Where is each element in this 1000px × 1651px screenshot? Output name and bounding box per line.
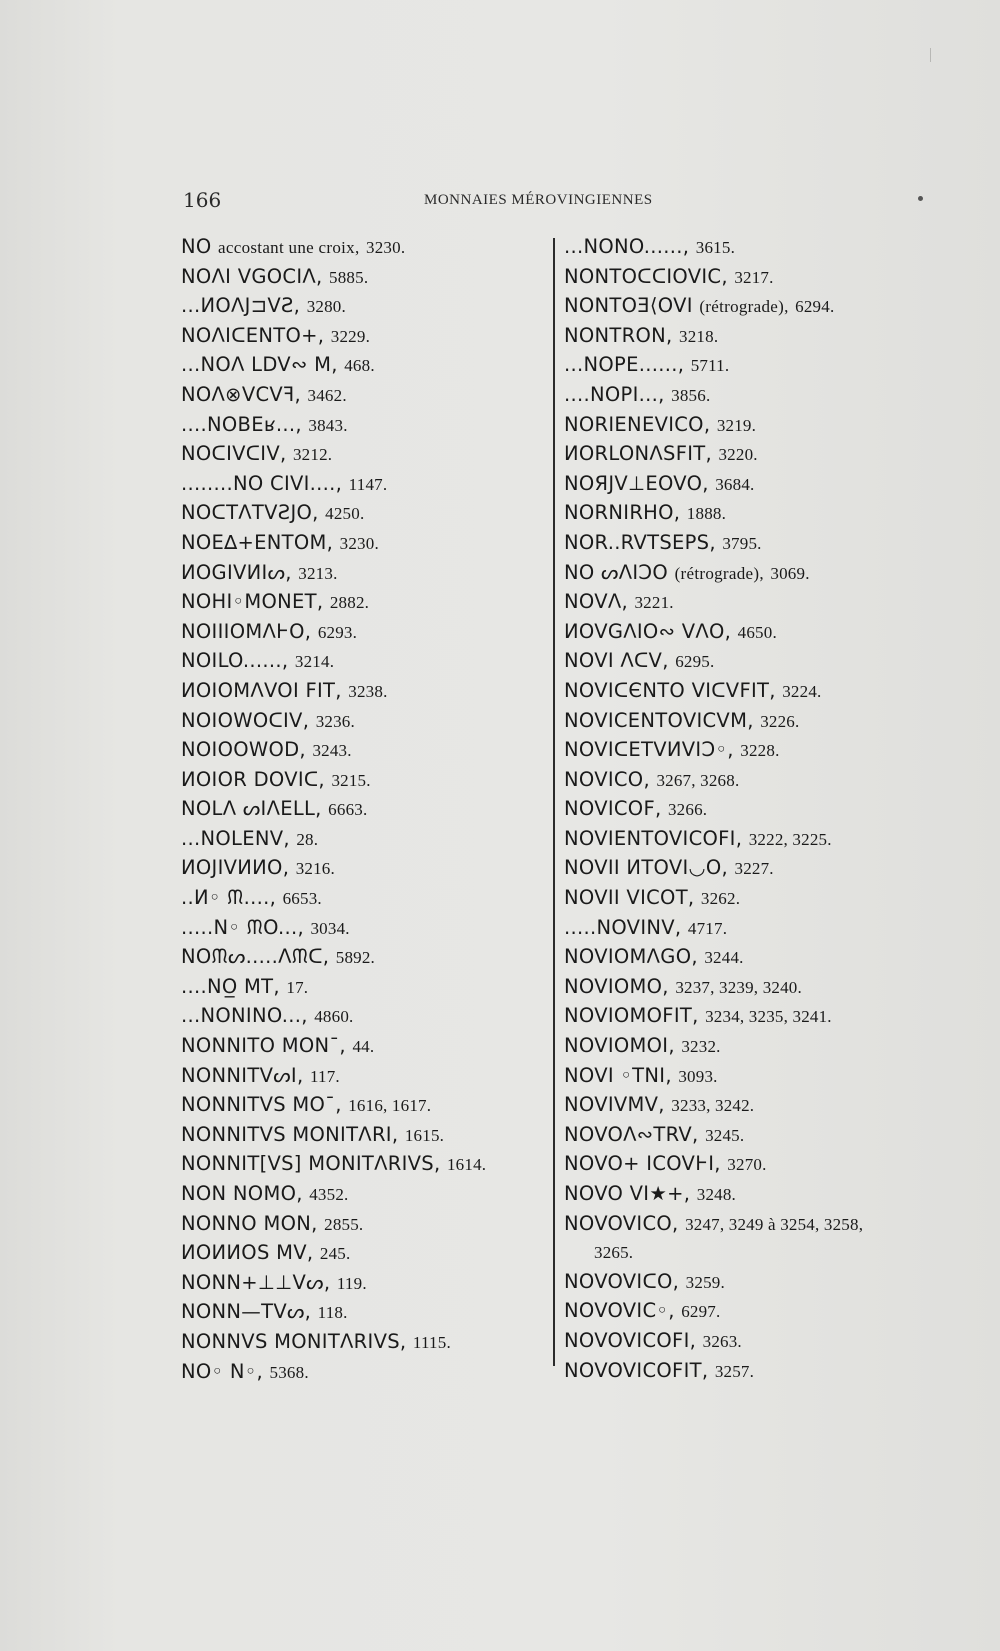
- entry-legend: NOLΛ ᔕIΛELL,: [181, 797, 322, 821]
- entry-reference: 3856.: [671, 385, 711, 405]
- index-entry: [564, 292, 954, 322]
- entry-legend: NOVO+ ICOVⱵI,: [564, 1152, 721, 1176]
- entry-legend: NONN+⊥⊥Vᔕ,: [181, 1270, 331, 1294]
- index-entry: [181, 825, 551, 855]
- index-entry: [181, 440, 551, 470]
- index-entry: [564, 707, 954, 737]
- entry-reference: 3093.: [678, 1066, 718, 1086]
- index-entry: [181, 707, 551, 737]
- index-entry: [564, 1121, 954, 1151]
- entry-legend: ........NO CIVI....,: [181, 471, 343, 495]
- entry-reference: 3236.: [315, 711, 355, 731]
- entry-reference: 3259.: [685, 1272, 725, 1292]
- entry-reference: 1616, 1617.: [348, 1096, 432, 1116]
- entry-legend: NOVOΛ∾TRV,: [564, 1122, 699, 1146]
- index-entry: [181, 1032, 551, 1062]
- index-entry: [564, 647, 954, 677]
- entry-legend: NONNIT[VS] MONITΛRIVS,: [181, 1152, 441, 1176]
- entry-reference: 3213.: [298, 563, 338, 583]
- index-entry: [181, 1239, 551, 1269]
- entry-legend: NO◦ N◦,: [181, 1359, 264, 1383]
- entry-reference: 4352.: [309, 1185, 349, 1204]
- index-entry: [564, 1357, 954, 1387]
- entry-legend: NOᑕIVᑕIV,: [181, 442, 287, 466]
- index-entry: [564, 411, 954, 441]
- entry-reference: 6295.: [675, 652, 715, 672]
- index-entry: [564, 263, 954, 293]
- entry-legend: ....NOBEʁ...,: [181, 412, 302, 436]
- entry-legend: NOVIOMΛGO,: [564, 945, 698, 969]
- index-entry: [181, 1091, 551, 1121]
- entry-reference: 3230.: [366, 238, 406, 257]
- entry-reference: 3224.: [782, 681, 822, 701]
- index-entry: [181, 943, 551, 973]
- entry-reference: 3262.: [700, 889, 741, 909]
- entry-reference: 3267, 3268.: [656, 770, 740, 790]
- entry-legend: NONTOƎ⟨OVI: [564, 294, 693, 318]
- entry-legend: NOᙏᔕ.....Λᙏᑕ,: [181, 945, 330, 969]
- page-header: [0, 188, 1000, 218]
- index-entry: [564, 1327, 954, 1357]
- entry-legend: NONNITVS MONITΛRI,: [181, 1122, 399, 1146]
- index-entry: [181, 351, 551, 381]
- index-entry: [181, 292, 551, 322]
- entry-reference: 28.: [296, 829, 319, 849]
- entry-reference: 3247, 3249 à 3254, 3258,: [685, 1214, 864, 1234]
- index-entry: [564, 1268, 954, 1298]
- column-divider: [553, 238, 555, 1366]
- entry-reference: 3684.: [715, 474, 755, 494]
- entry-reference: 3226.: [760, 711, 800, 731]
- entry-legend: ....NO̲ MT,: [181, 974, 280, 998]
- index-entry: [181, 854, 551, 884]
- header-dot: [918, 196, 923, 201]
- entry-reference: 3215.: [331, 770, 371, 790]
- entry-legend: ИOИИOS MV,: [181, 1241, 314, 1265]
- entry-legend: ...ИOΛJ⊐VƧ,: [181, 294, 301, 318]
- index-entry: [181, 1180, 551, 1210]
- entry-reference: 44.: [352, 1037, 375, 1057]
- index-entry: [181, 1358, 551, 1388]
- entry-legend: NOILO......,: [181, 649, 289, 673]
- entry-reference: 3238.: [348, 681, 388, 701]
- entry-legend: NORNIRHO,: [564, 501, 681, 525]
- entry-reference: 1615.: [404, 1125, 445, 1145]
- entry-reference: 3221.: [634, 593, 674, 613]
- index-entry: [181, 795, 551, 825]
- entry-legend: NOHI◦MONET,: [181, 590, 324, 614]
- entry-reference: 3069.: [770, 563, 810, 583]
- entry-reference: 3843.: [308, 415, 348, 435]
- entry-legend: ИOIOMΛVOI FIT,: [181, 678, 342, 702]
- entry-legend: ...NOΛ LDV∾ M,: [181, 353, 338, 377]
- entry-legend: NOVOVICO,: [564, 1211, 679, 1235]
- entry-reference: 5885.: [329, 267, 369, 287]
- index-entry: [181, 381, 551, 411]
- entry-reference: 117.: [309, 1066, 340, 1086]
- entry-reference: 3227.: [734, 859, 774, 879]
- entry-reference: 6297.: [681, 1302, 721, 1322]
- entry-reference: 4250.: [325, 504, 365, 524]
- entry-legend: NOVIᑕЄNTO VIᑕVFIT,: [564, 678, 776, 702]
- entry-reference: 3214.: [294, 652, 335, 672]
- index-entry: [181, 1121, 551, 1151]
- entry-reference-continuation: 3265.: [594, 1243, 634, 1263]
- entry-legend: NORIENEVICO,: [564, 412, 711, 436]
- entry-reference: 468.: [344, 356, 375, 376]
- index-entry: [181, 559, 551, 589]
- page-number: 166: [183, 188, 222, 212]
- entry-legend: ИOVGΛIO∾ VΛO,: [564, 619, 732, 643]
- index-entry: [181, 766, 551, 796]
- entry-reference: 3034.: [310, 918, 350, 938]
- entry-legend: ....NOPI...,: [564, 382, 665, 406]
- entry-reference: 119.: [336, 1273, 367, 1293]
- right-column: [564, 233, 954, 1386]
- entry-note: (rétrograde),: [674, 563, 764, 583]
- index-entry: [181, 411, 551, 441]
- entry-legend: NONN—TVᔕ,: [181, 1300, 312, 1324]
- entry-legend: .....NOVINV,: [564, 915, 682, 939]
- index-entry: [564, 588, 954, 618]
- entry-legend: NOVΛ,: [564, 590, 628, 614]
- entry-legend: .....N◦ ᙏO...,: [181, 915, 304, 939]
- entry-legend: ...NONO......,: [564, 235, 690, 258]
- entry-legend: NOIIIOMΛⱵO,: [181, 619, 312, 643]
- index-entry: [181, 470, 551, 500]
- entry-reference: 3248.: [696, 1185, 736, 1204]
- entry-reference: 6293.: [317, 622, 358, 642]
- entry-legend: NONTRON,: [564, 323, 673, 347]
- index-entry: [564, 736, 954, 766]
- entry-legend: NOIOOWOD,: [181, 738, 306, 762]
- index-entry: [181, 914, 551, 944]
- index-entry: [564, 381, 954, 411]
- index-entry: [564, 1091, 954, 1121]
- entry-reference: 3232.: [681, 1037, 721, 1057]
- entry-legend: NOE∆+ENTOM,: [181, 530, 334, 554]
- entry-legend: NONNITVᔕI,: [181, 1063, 304, 1087]
- index-entry: [564, 884, 954, 914]
- entry-legend: NOVICO,: [564, 767, 650, 791]
- entry-legend: NOVI ΛᑕV,: [564, 649, 669, 673]
- index-entry: [564, 914, 954, 944]
- index-entry: [181, 1062, 551, 1092]
- entry-reference: 3280.: [306, 297, 346, 317]
- index-entry: [564, 1210, 954, 1268]
- entry-reference: 3234, 3235, 3241.: [705, 1007, 832, 1027]
- index-entry: [564, 795, 954, 825]
- index-entry: [564, 618, 954, 648]
- index-entry: [564, 854, 954, 884]
- index-entry: [181, 1269, 551, 1299]
- entry-reference: 3266.: [667, 800, 708, 820]
- entry-reference: 3237, 3239, 3240.: [675, 977, 802, 997]
- index-entry: [181, 973, 551, 1003]
- entry-reference: 5892.: [335, 948, 375, 968]
- index-entry: [181, 618, 551, 648]
- entry-legend: ИOJIVИИO,: [181, 856, 290, 880]
- index-entry: [564, 470, 954, 500]
- entry-legend: NOЯJV⊥EOVO,: [564, 471, 709, 495]
- index-entry: [181, 1298, 551, 1328]
- entry-legend: ..И◦ ᙏ....,: [181, 886, 277, 910]
- running-title: MONNAIES MÉROVINGIENNES: [424, 192, 653, 208]
- index-entry: [564, 825, 954, 855]
- entry-legend: NONNITO MON¯,: [181, 1034, 346, 1058]
- entry-reference: 5711.: [690, 356, 730, 376]
- entry-reference: 3216.: [295, 859, 335, 879]
- entry-legend: NO ᔕΛIƆO: [564, 560, 669, 584]
- entry-reference: 4650.: [737, 622, 777, 642]
- entry-reference: 3212.: [292, 445, 333, 465]
- index-entry: [564, 677, 954, 707]
- entry-legend: NOVIOMOI,: [564, 1034, 675, 1058]
- entry-legend: NOVIENTOVICOFI,: [564, 826, 743, 850]
- entry-legend: ИOIOR DOVIᑕ,: [181, 767, 325, 791]
- entry-legend: NOVI ◦TNI,: [564, 1063, 672, 1087]
- index-entry: [564, 943, 954, 973]
- index-entry: [181, 1002, 551, 1032]
- entry-reference: 17.: [286, 977, 309, 997]
- index-entry: [564, 529, 954, 559]
- entry-reference: 4860.: [314, 1007, 354, 1027]
- index-entry: [564, 440, 954, 470]
- entry-reference: 6294.: [795, 297, 835, 317]
- entry-reference: 3218.: [679, 326, 719, 346]
- entry-reference: 118.: [317, 1303, 348, 1323]
- entry-legend: NO: [181, 235, 212, 258]
- index-entry: [181, 499, 551, 529]
- entry-reference: 3795.: [722, 533, 762, 553]
- index-entry: [181, 322, 551, 352]
- entry-reference: 2855.: [324, 1214, 364, 1234]
- index-entry: [181, 588, 551, 618]
- entry-legend: NOVOVICOFI,: [564, 1328, 697, 1352]
- entry-reference: 3270.: [727, 1155, 767, 1175]
- entry-reference: 3230.: [339, 533, 379, 553]
- margin-mark: [930, 48, 931, 62]
- index-entry: [564, 233, 954, 263]
- entry-legend: NOVICENTOVICVM,: [564, 708, 754, 732]
- entry-reference: 2882.: [329, 593, 370, 613]
- index-entry: [564, 1062, 954, 1092]
- entry-legend: NOΛIᑕENTO+,: [181, 323, 325, 347]
- index-entry: [181, 647, 551, 677]
- index-entry: [564, 351, 954, 381]
- index-entry: [181, 1328, 551, 1358]
- index-entry: [181, 263, 551, 293]
- entry-legend: NONNITVS MO¯,: [181, 1093, 342, 1117]
- left-column: [181, 233, 551, 1387]
- entry-legend: NONTOᑕᑕIOVIC,: [564, 264, 728, 288]
- entry-legend: NONNVS MONITΛRIVS,: [181, 1329, 407, 1353]
- entry-legend: NOVII ИTOVI◡O,: [564, 856, 728, 880]
- entry-legend: NOVIᑕETVИVIƆ◦,: [564, 738, 734, 762]
- entry-reference: 3615.: [695, 238, 736, 257]
- entry-legend: NOR..RVTSEPS,: [564, 530, 716, 554]
- index-entry: [181, 1150, 551, 1180]
- entry-reference: 1614.: [446, 1155, 487, 1175]
- index-entry: [564, 1297, 954, 1327]
- entry-reference: 5368.: [269, 1362, 309, 1382]
- entry-reference: 1888.: [686, 504, 727, 524]
- entry-reference: 3219.: [716, 415, 757, 435]
- index-entry: [564, 1150, 954, 1180]
- index-entry: [564, 322, 954, 352]
- entry-legend: NOVOVICOFIT,: [564, 1358, 709, 1382]
- entry-legend: ...NOLENV,: [181, 826, 290, 850]
- entry-legend: ...NOPE......,: [564, 353, 685, 377]
- entry-reference: 6663.: [328, 800, 368, 820]
- index-entry: [564, 1002, 954, 1032]
- entry-reference: 245.: [319, 1244, 351, 1264]
- index-entry: [181, 529, 551, 559]
- entry-reference: 3228.: [740, 741, 780, 761]
- index-entry: [181, 736, 551, 766]
- entry-legend: NOVII VICOT,: [564, 886, 695, 910]
- entry-legend: NOIOWOᑕIV,: [181, 708, 310, 732]
- entry-reference: 3220.: [718, 445, 758, 465]
- index-entry: [564, 766, 954, 796]
- index-entry: [181, 1210, 551, 1240]
- index-entry: [564, 499, 954, 529]
- index-entry: [181, 233, 551, 263]
- entry-legend: ИOGIVИIᔕ,: [181, 560, 292, 584]
- entry-reference: 1115.: [412, 1332, 451, 1352]
- entry-legend: NOVOVIC◦,: [564, 1299, 675, 1323]
- entry-legend: NON NOMO,: [181, 1182, 303, 1205]
- entry-reference: 6653.: [282, 889, 322, 909]
- entry-reference: 3222, 3225.: [748, 829, 832, 849]
- entry-legend: NOᑕTΛTVƧJO,: [181, 501, 319, 525]
- entry-reference: 3257.: [714, 1361, 755, 1381]
- entry-note: (rétrograde),: [699, 297, 789, 317]
- entry-reference: 3217.: [734, 267, 774, 287]
- index-entry: [564, 559, 954, 589]
- entry-legend: NONNO MON,: [181, 1211, 318, 1235]
- entry-reference: 3245.: [705, 1125, 745, 1145]
- entry-reference: 3243.: [312, 741, 352, 761]
- entry-legend: NOVIOMOFIT,: [564, 1004, 699, 1028]
- entry-legend: NOVIOMO,: [564, 974, 669, 998]
- entry-note: accostant une croix,: [218, 238, 360, 257]
- entry-legend: NOΛI VGOCIΛ,: [181, 264, 323, 288]
- index-entry: [564, 1180, 954, 1210]
- entry-reference: 4717.: [687, 918, 728, 938]
- entry-legend: NOVIVMV,: [564, 1093, 665, 1117]
- entry-legend: ...NONINO...,: [181, 1004, 308, 1028]
- entry-reference: 3229.: [330, 326, 371, 346]
- entry-reference: 1147.: [348, 474, 388, 494]
- index-entry: [564, 973, 954, 1003]
- entry-reference: 3244.: [704, 948, 744, 968]
- entry-reference: 3263.: [702, 1331, 742, 1351]
- entry-legend: ИORLONΛSFIT,: [564, 442, 712, 466]
- entry-legend: NOVO VI★+,: [564, 1182, 691, 1205]
- entry-legend: NOVOVIᑕO,: [564, 1269, 680, 1293]
- index-entry: [181, 677, 551, 707]
- entry-legend: NOΛ⊗VCVꟻ,: [181, 382, 302, 406]
- index-entry: [564, 1032, 954, 1062]
- entry-legend: NOVICOF,: [564, 797, 662, 821]
- entry-reference: 3233, 3242.: [671, 1096, 755, 1116]
- index-entry: [181, 884, 551, 914]
- entry-reference: 3462.: [307, 385, 347, 405]
